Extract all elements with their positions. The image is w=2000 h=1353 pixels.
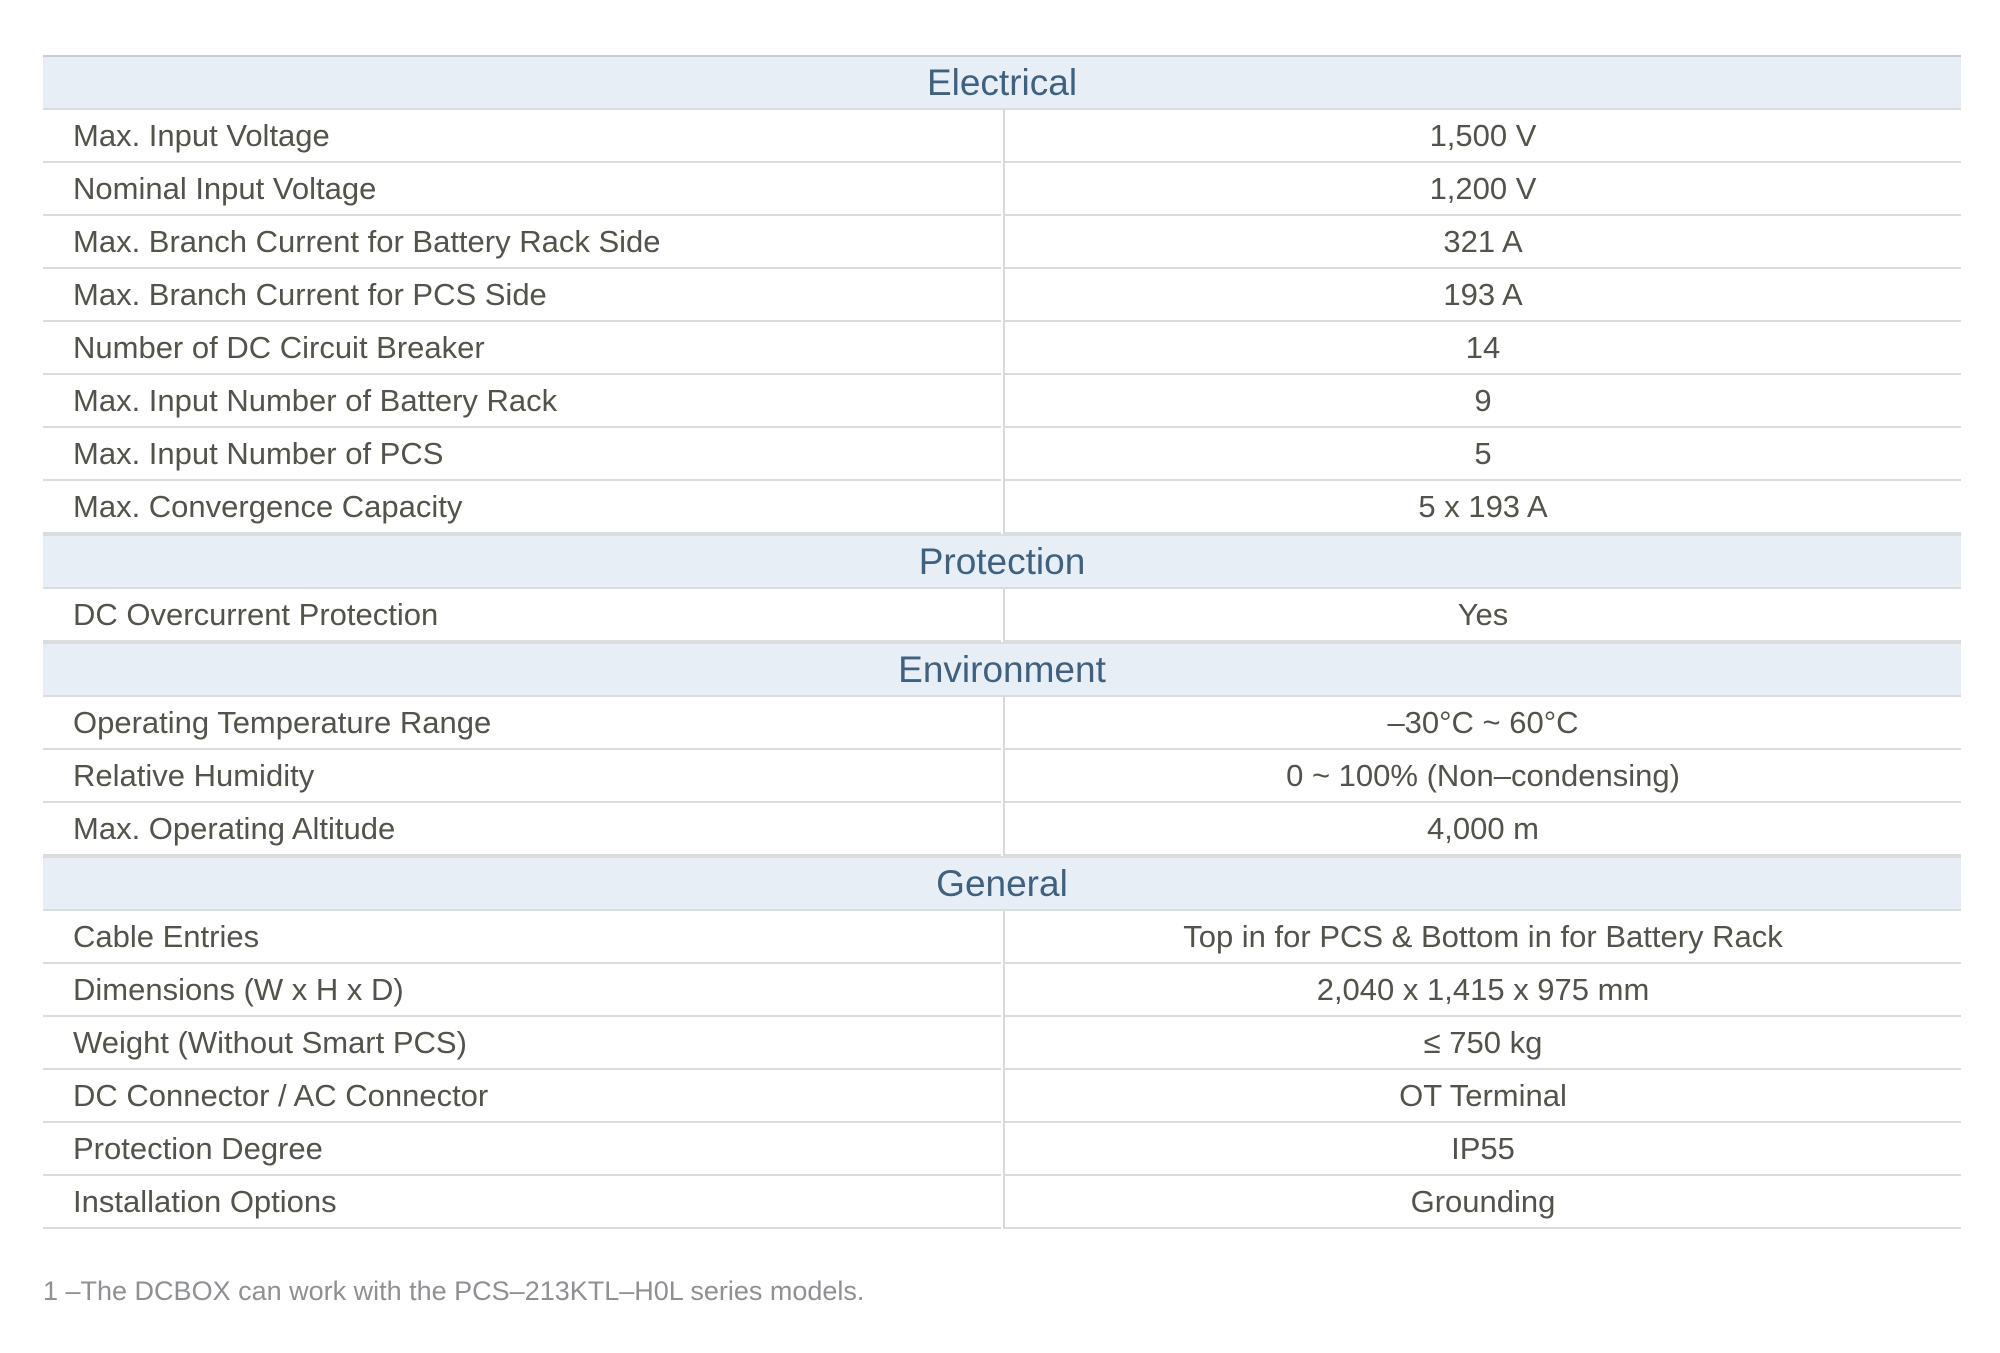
spec-row — [43, 964, 1961, 1017]
spec-row — [43, 269, 1961, 322]
spec-table — [41, 55, 1963, 1229]
spec-row — [43, 750, 1961, 803]
spec-label: Max. Input Number of PCS — [43, 428, 1001, 481]
spec-value: Grounding — [1003, 1176, 1961, 1229]
spec-label: Nominal Input Voltage — [43, 163, 1001, 216]
spec-value: Top in for PCS & Bottom in for Battery Rack — [1003, 911, 1961, 964]
spec-row — [43, 322, 1961, 375]
spec-label: Protection Degree — [43, 1123, 1001, 1176]
spec-row — [43, 803, 1961, 856]
spec-value: 321 A — [1003, 216, 1961, 269]
spec-label: Max. Input Voltage — [43, 110, 1001, 163]
section-header-general: General — [43, 856, 1961, 911]
spec-label: Max. Branch Current for Battery Rack Side — [43, 216, 1001, 269]
spec-row — [43, 375, 1961, 428]
spec-label: Cable Entries — [43, 911, 1001, 964]
spec-label: Dimensions (W x H x D) — [43, 964, 1001, 1017]
section-row-protection — [43, 534, 1961, 589]
spec-label: Installation Options — [43, 1176, 1001, 1229]
spec-row — [43, 1017, 1961, 1070]
spec-row — [43, 911, 1961, 964]
spec-value: 4,000 m — [1003, 803, 1961, 856]
spec-value: 1,500 V — [1003, 110, 1961, 163]
spec-label: Max. Operating Altitude — [43, 803, 1001, 856]
spec-row — [43, 1070, 1961, 1123]
spec-value: –30°C ~ 60°C — [1003, 697, 1961, 750]
spec-row — [43, 697, 1961, 750]
spec-label: DC Overcurrent Protection — [43, 589, 1001, 642]
section-header-environment: Environment — [43, 642, 1961, 697]
spec-value: 5 x 193 A — [1003, 481, 1961, 534]
spec-label: Max. Branch Current for PCS Side — [43, 269, 1001, 322]
section-row-environment — [43, 642, 1961, 697]
spec-row — [43, 589, 1961, 642]
spec-row — [43, 216, 1961, 269]
spec-label: Number of DC Circuit Breaker — [43, 322, 1001, 375]
spec-label: Max. Convergence Capacity — [43, 481, 1001, 534]
spec-row — [43, 163, 1961, 216]
section-header-protection: Protection — [43, 534, 1961, 589]
spec-label: Relative Humidity — [43, 750, 1001, 803]
spec-value: 2,040 x 1,415 x 975 mm — [1003, 964, 1961, 1017]
spec-value: Yes — [1003, 589, 1961, 642]
spec-value: 9 — [1003, 375, 1961, 428]
spec-label: Operating Temperature Range — [43, 697, 1001, 750]
spec-label: DC Connector / AC Connector — [43, 1070, 1001, 1123]
spec-label: Max. Input Number of Battery Rack — [43, 375, 1001, 428]
spec-value: 0 ~ 100% (Non–condensing) — [1003, 750, 1961, 803]
footnote: 1 –The DCBOX can work with the PCS–213KTL–H0L series models. — [43, 1276, 865, 1306]
spec-row — [43, 481, 1961, 534]
spec-row — [43, 110, 1961, 163]
spec-value: IP55 — [1003, 1123, 1961, 1176]
section-row-general — [43, 856, 1961, 911]
section-header-electrical: Electrical — [43, 55, 1961, 110]
section-row-electrical — [43, 55, 1961, 110]
spec-row — [43, 1123, 1961, 1176]
spec-row — [43, 1176, 1961, 1229]
spec-value: OT Terminal — [1003, 1070, 1961, 1123]
spec-value: 193 A — [1003, 269, 1961, 322]
spec-value: 14 — [1003, 322, 1961, 375]
spec-value: ≤ 750 kg — [1003, 1017, 1961, 1070]
spec-table-body — [43, 55, 1961, 1229]
spec-label: Weight (Without Smart PCS) — [43, 1017, 1001, 1070]
spec-value: 5 — [1003, 428, 1961, 481]
spec-value: 1,200 V — [1003, 163, 1961, 216]
spec-row — [43, 428, 1961, 481]
